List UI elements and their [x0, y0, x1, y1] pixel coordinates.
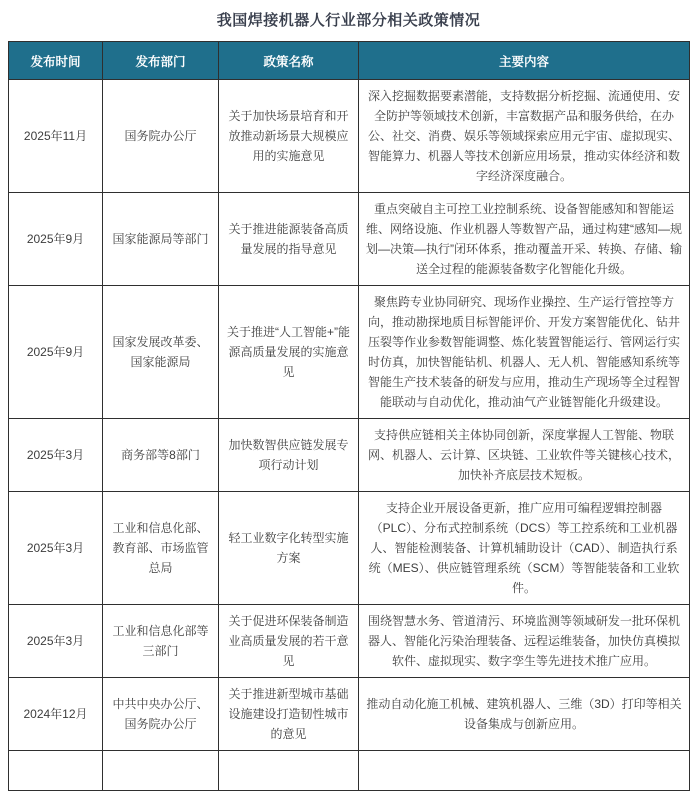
empty-cell — [359, 751, 690, 791]
table-row — [9, 286, 690, 419]
cell-dept: 商务部等8部门 — [103, 419, 219, 492]
cell-dept: 国家发展改革委、国家能源局 — [103, 286, 219, 419]
cell-date: 2025年3月 — [9, 419, 103, 492]
cell-content: 深入挖掘数据要素潜能，支持数据分析挖掘、流通使用、安全防护等领域技术创新，丰富数据产品和服务供给，在办公、社交、消费、娱乐等领域探索应用元宇宙、虚拟现实、智能算力、机器人等技术创新应用场景，推动实体经济和数字经济深度融合。 — [359, 80, 690, 193]
cell-content: 重点突破自主可控工业控制系统、设备智能感知和智能运维、网络设施、作业机器人等数智产品，通过构建“感知—规划—决策—执行”闭环体系，推动覆盖开采、转换、存储、输送全过程的能源装备数字化智能化升级。 — [359, 193, 690, 286]
cell-content: 支持供应链相关主体协同创新，深度掌握人工智能、物联网、机器人、云计算、区块链、工业软件等关键核心技术，加快补齐底层技术短板。 — [359, 419, 690, 492]
table-row — [9, 80, 690, 193]
table-header-row — [9, 42, 690, 80]
cell-policy: 关于推进新型城市基础设施建设打造韧性城市的意见 — [219, 678, 359, 751]
cell-date: 2025年11月 — [9, 80, 103, 193]
table-row — [9, 193, 690, 286]
cell-content: 支持企业开展设备更新，推广应用可编程逻辑控制器（PLC）、分布式控制系统（DCS）等工控系统和工业机器人、智能检测装备、计算机辅助设计（CAD）、制造执行系统（MES）、供应链管理系统（SCM）等智能装备和工业软件。 — [359, 492, 690, 605]
header-main-content: 主要内容 — [359, 42, 690, 80]
cell-dept: 国务院办公厅 — [103, 80, 219, 193]
empty-cell — [9, 751, 103, 791]
cell-policy: 关于促进环保装备制造业高质量发展的若干意见 — [219, 605, 359, 678]
table-row — [9, 605, 690, 678]
header-publish-date: 发布时间 — [9, 42, 103, 80]
cell-dept: 国家能源局等部门 — [103, 193, 219, 286]
policy-table — [8, 41, 690, 791]
cell-date: 2025年9月 — [9, 193, 103, 286]
cell-policy: 关于推进“人工智能+”能源高质量发展的实施意见 — [219, 286, 359, 419]
header-publish-dept: 发布部门 — [103, 42, 219, 80]
cell-dept: 工业和信息化部等三部门 — [103, 605, 219, 678]
empty-cell — [103, 751, 219, 791]
cell-content: 聚焦跨专业协同研究、现场作业操控、生产运行管控等方向，推动勘探地质目标智能评价、开发方案智能优化、钻井压裂等作业参数智能调整、炼化装置智能运行、管网运行实时仿真，加快智能钻机、机器人、无人机、智能感知系统等智能生产技术装备的研发与应用，推动生产现场等全过程智能联动与自动优化，推动油气产业链智能化升级建设。 — [359, 286, 690, 419]
cell-date: 2025年3月 — [9, 605, 103, 678]
table-row — [9, 678, 690, 751]
page-title: 我国焊接机器人行业部分相关政策情况 — [216, 12, 481, 29]
empty-cell — [219, 751, 359, 791]
cell-content: 围绕智慧水务、管道清污、环境监测等领域研发一批环保机器人、智能化污染治理装备、远程运维装备，加快仿真模拟软件、虚拟现实、数字孪生等先进技术推广应用。 — [359, 605, 690, 678]
cell-policy: 轻工业数字化转型实施方案 — [219, 492, 359, 605]
cell-policy: 加快数智供应链发展专项行动计划 — [219, 419, 359, 492]
cell-date: 2025年9月 — [9, 286, 103, 419]
cell-dept: 工业和信息化部、教育部、市场监管总局 — [103, 492, 219, 605]
table-row-partial — [9, 751, 690, 791]
cell-date: 2025年3月 — [9, 492, 103, 605]
table-row — [9, 492, 690, 605]
cell-policy: 关于加快场景培育和开放推动新场景大规模应用的实施意见 — [219, 80, 359, 193]
cell-content: 推动自动化施工机械、建筑机器人、三维（3D）打印等相关设备集成与创新应用。 — [359, 678, 690, 751]
cell-policy: 关于推进能源装备高质量发展的指导意见 — [219, 193, 359, 286]
table-row — [9, 419, 690, 492]
header-policy-name: 政策名称 — [219, 42, 359, 80]
cell-date: 2024年12月 — [9, 678, 103, 751]
cell-dept: 中共中央办公厅、国务院办公厅 — [103, 678, 219, 751]
